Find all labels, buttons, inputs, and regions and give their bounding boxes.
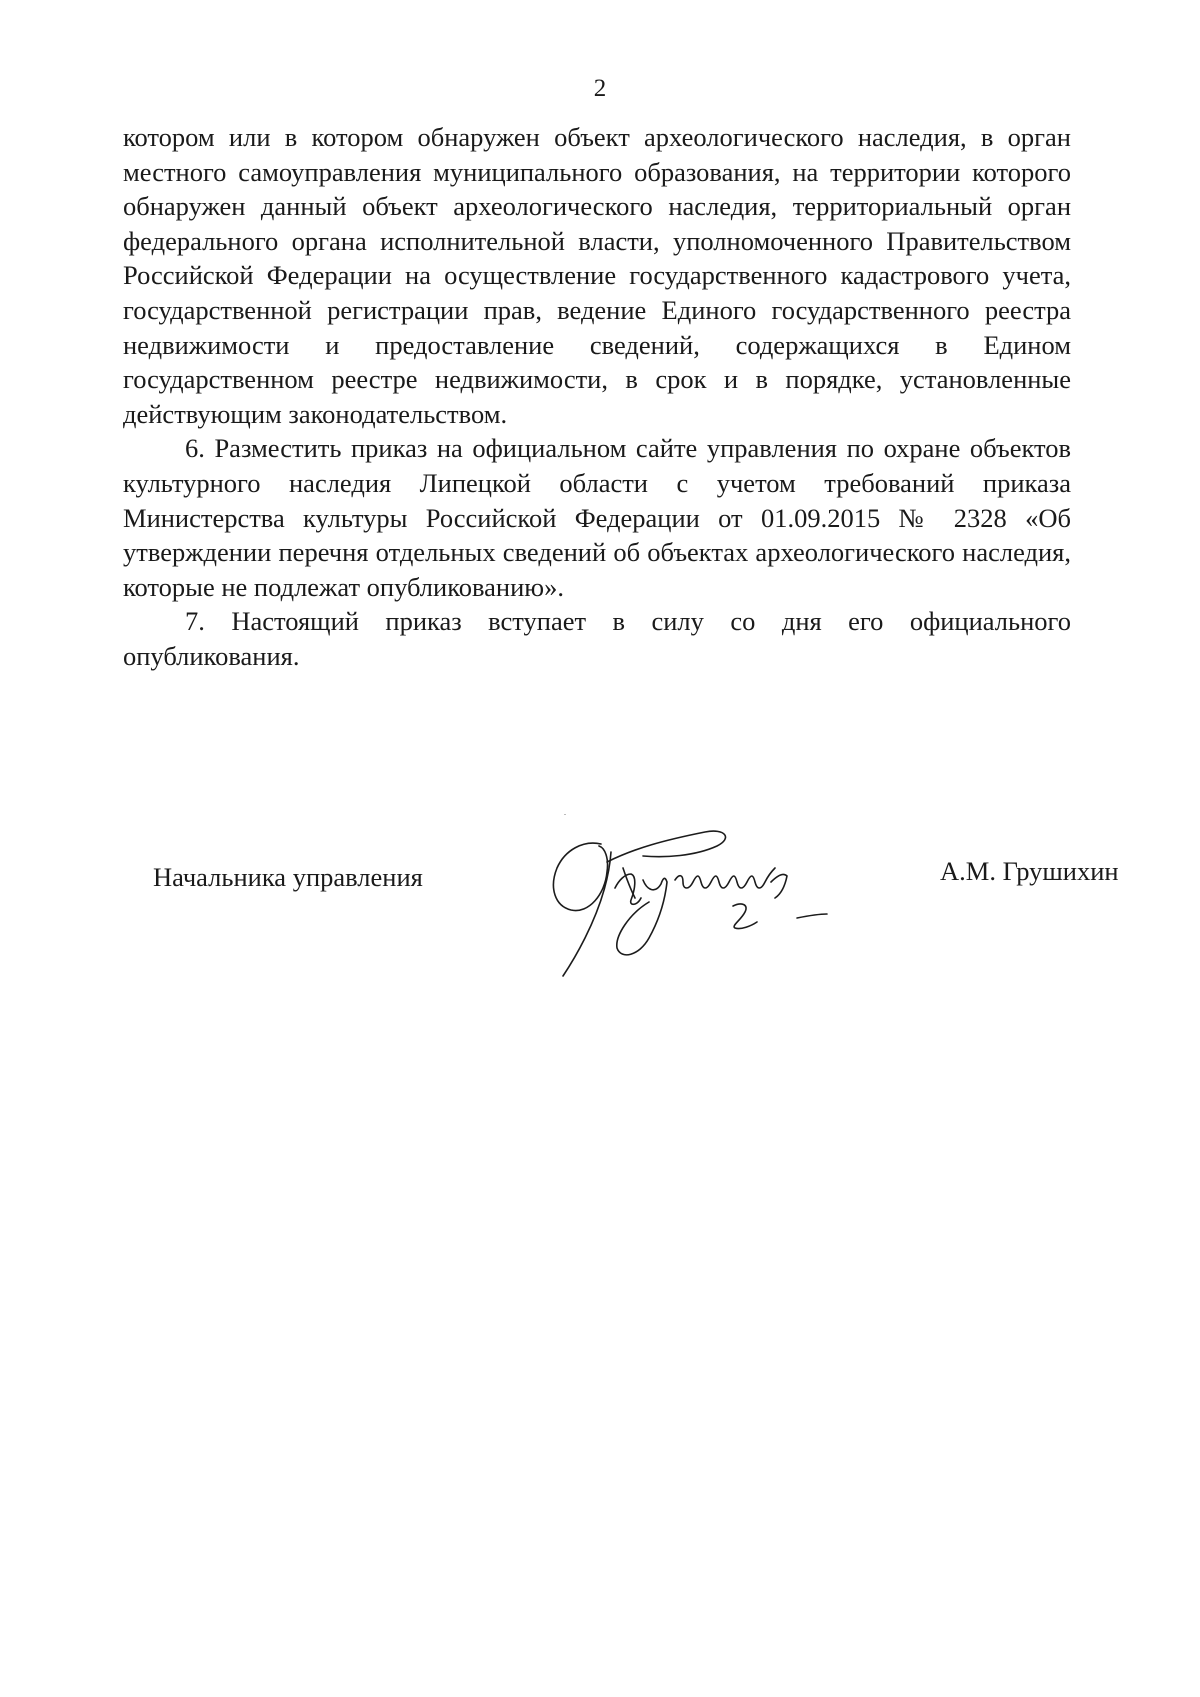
paragraph-item-6: 6. Разместить приказ на официальном сайте управления по охране объектов культурного наследия Липецкой области с учетом требований приказа Министерства культуры Российской Федерации от 01.09.2015 № 2328 «Об утверждении перечня отдельных сведений об объектах археологического наследия, которые не подлежат опубликованию». — [123, 433, 1071, 602]
document-body — [123, 120, 1071, 674]
signatory-position: Начальника управления — [153, 862, 423, 892]
page-number: 2 — [593, 75, 607, 102]
paragraph-item-7: 7. Настоящий приказ вступает в силу со дня его официального опубликования. — [123, 606, 1071, 671]
handwritten-signature — [545, 810, 895, 980]
paragraph-continuation: котором или в котором обнаружен объект археологического наследия, в орган местного самоуправления муниципального образования, на территории которого обнаружен данный объект археологического наследия, территориальный орган федерального органа исполнительной власти, уполномоченного Правительством Российской Федерации на осуществление государственного кадастрового учета, государственной регистрации прав, ведение Единого государственного реестра недвижимости и предоставление сведений, содержащихся в Едином государственном реестре недвижимости, в срок и в порядке, установленные действующим законодательством. — [123, 122, 1071, 429]
signatory-name: А.М. Грушихин — [940, 856, 1119, 886]
